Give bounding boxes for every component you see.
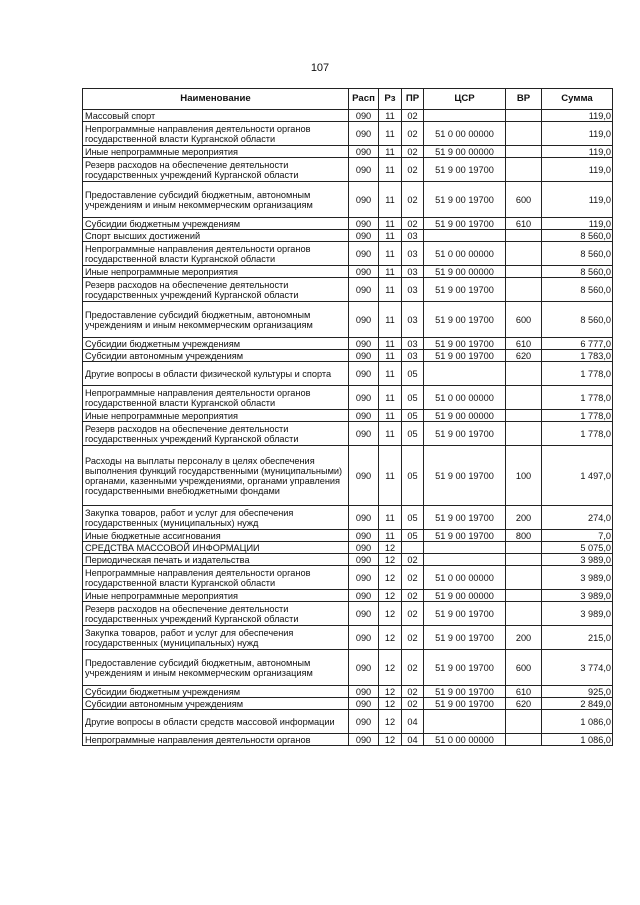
- row-rz: 12: [379, 590, 402, 602]
- row-name: Резерв расходов на обеспечение деятельности государственных учреждений Курганской области: [83, 158, 349, 182]
- table-row: [83, 530, 613, 542]
- row-sum: 3 989,0: [542, 566, 613, 590]
- table-row: [83, 650, 613, 686]
- row-csr: 51 9 00 19700: [424, 422, 506, 446]
- row-rasp: 090: [349, 650, 379, 686]
- row-sum: 3 989,0: [542, 554, 613, 566]
- row-vr: [506, 122, 542, 146]
- row-pr: 02: [402, 698, 424, 710]
- row-vr: 600: [506, 650, 542, 686]
- header-pr: ПР: [402, 89, 424, 110]
- row-name: Непрограммные направления деятельности органов: [83, 734, 349, 746]
- row-csr: 51 0 00 00000: [424, 386, 506, 410]
- row-csr: 51 9 00 19700: [424, 686, 506, 698]
- row-sum: 3 989,0: [542, 602, 613, 626]
- row-name: Непрограммные направления деятельности органов государственной власти Курганской области: [83, 122, 349, 146]
- row-rz: 11: [379, 446, 402, 506]
- row-pr: 02: [402, 686, 424, 698]
- row-rasp: 090: [349, 362, 379, 386]
- row-rz: 12: [379, 650, 402, 686]
- row-sum: 119,0: [542, 182, 613, 218]
- table-row: [83, 350, 613, 362]
- table-header-row: [83, 89, 613, 110]
- row-rz: 12: [379, 698, 402, 710]
- row-rasp: 090: [349, 698, 379, 710]
- row-name: СРЕДСТВА МАССОВОЙ ИНФОРМАЦИИ: [83, 542, 349, 554]
- row-csr: 51 9 00 00000: [424, 146, 506, 158]
- header-vr: ВР: [506, 89, 542, 110]
- row-csr: [424, 554, 506, 566]
- row-csr: 51 9 00 00000: [424, 590, 506, 602]
- table-row: [83, 506, 613, 530]
- row-vr: [506, 266, 542, 278]
- row-name: Иные непрограммные мероприятия: [83, 266, 349, 278]
- table-row: [83, 386, 613, 410]
- row-rz: 11: [379, 218, 402, 230]
- row-name: Непрограммные направления деятельности органов государственной власти Курганской области: [83, 386, 349, 410]
- table-row: [83, 554, 613, 566]
- table-row: [83, 122, 613, 146]
- row-rasp: 090: [349, 422, 379, 446]
- row-rz: 11: [379, 146, 402, 158]
- row-name: Предоставление субсидий бюджетным, автономным учреждениям и иным некоммерческим организациям: [83, 650, 349, 686]
- row-sum: 8 560,0: [542, 278, 613, 302]
- row-sum: 1 497,0: [542, 446, 613, 506]
- table-row: [83, 542, 613, 554]
- row-sum: 119,0: [542, 110, 613, 122]
- row-rz: 11: [379, 350, 402, 362]
- table-row: [83, 146, 613, 158]
- table-row: [83, 686, 613, 698]
- row-rasp: 090: [349, 110, 379, 122]
- row-name: Иные непрограммные мероприятия: [83, 590, 349, 602]
- row-pr: 05: [402, 410, 424, 422]
- row-pr: 02: [402, 158, 424, 182]
- row-vr: 620: [506, 698, 542, 710]
- row-csr: 51 9 00 19700: [424, 182, 506, 218]
- row-pr: 03: [402, 230, 424, 242]
- row-pr: 02: [402, 146, 424, 158]
- row-rasp: 090: [349, 410, 379, 422]
- row-sum: 8 560,0: [542, 230, 613, 242]
- row-rz: 11: [379, 242, 402, 266]
- row-name: Иные непрограммные мероприятия: [83, 410, 349, 422]
- row-sum: 3 774,0: [542, 650, 613, 686]
- row-vr: [506, 734, 542, 746]
- row-vr: [506, 242, 542, 266]
- row-pr: 02: [402, 182, 424, 218]
- row-rz: 11: [379, 422, 402, 446]
- row-pr: 02: [402, 566, 424, 590]
- row-vr: 800: [506, 530, 542, 542]
- row-name: Другие вопросы в области средств массовой информации: [83, 710, 349, 734]
- row-rasp: 090: [349, 626, 379, 650]
- row-pr: 04: [402, 734, 424, 746]
- row-vr: [506, 386, 542, 410]
- row-sum: 119,0: [542, 146, 613, 158]
- row-csr: 51 0 00 00000: [424, 122, 506, 146]
- row-csr: 51 9 00 19700: [424, 350, 506, 362]
- row-rasp: 090: [349, 710, 379, 734]
- row-csr: 51 9 00 19700: [424, 698, 506, 710]
- row-name: Предоставление субсидий бюджетным, автономным учреждениям и иным некоммерческим организациям: [83, 182, 349, 218]
- row-pr: 03: [402, 302, 424, 338]
- row-sum: 1 778,0: [542, 410, 613, 422]
- row-rasp: 090: [349, 302, 379, 338]
- row-vr: [506, 566, 542, 590]
- row-pr: 02: [402, 218, 424, 230]
- row-csr: 51 9 00 19700: [424, 626, 506, 650]
- row-vr: [506, 554, 542, 566]
- row-csr: 51 9 00 00000: [424, 410, 506, 422]
- table-row: [83, 218, 613, 230]
- row-pr: 03: [402, 266, 424, 278]
- table-body: [83, 110, 613, 746]
- row-vr: 100: [506, 446, 542, 506]
- row-vr: 610: [506, 218, 542, 230]
- row-rz: 11: [379, 530, 402, 542]
- table-row: [83, 590, 613, 602]
- row-rz: 11: [379, 410, 402, 422]
- table-row: [83, 446, 613, 506]
- row-sum: 6 777,0: [542, 338, 613, 350]
- row-rasp: 090: [349, 122, 379, 146]
- row-rz: 11: [379, 278, 402, 302]
- row-rz: 11: [379, 182, 402, 218]
- row-rasp: 090: [349, 266, 379, 278]
- row-vr: [506, 410, 542, 422]
- row-csr: 51 9 00 19700: [424, 506, 506, 530]
- row-pr: 03: [402, 338, 424, 350]
- row-rz: 11: [379, 302, 402, 338]
- row-rasp: 090: [349, 338, 379, 350]
- row-csr: [424, 362, 506, 386]
- row-rasp: 090: [349, 506, 379, 530]
- row-csr: 51 9 00 19700: [424, 278, 506, 302]
- table-row: [83, 626, 613, 650]
- row-sum: 1 086,0: [542, 734, 613, 746]
- row-rz: 11: [379, 158, 402, 182]
- row-sum: 1 783,0: [542, 350, 613, 362]
- row-pr: 05: [402, 530, 424, 542]
- row-sum: 925,0: [542, 686, 613, 698]
- row-csr: [424, 230, 506, 242]
- row-sum: 8 560,0: [542, 266, 613, 278]
- table-row: [83, 362, 613, 386]
- row-pr: 03: [402, 350, 424, 362]
- row-pr: 04: [402, 710, 424, 734]
- header-rz: Рз: [379, 89, 402, 110]
- row-sum: 8 560,0: [542, 302, 613, 338]
- row-pr: 02: [402, 650, 424, 686]
- row-sum: 274,0: [542, 506, 613, 530]
- row-rasp: 090: [349, 446, 379, 506]
- table-row: [83, 278, 613, 302]
- row-csr: 51 0 00 00000: [424, 566, 506, 590]
- row-vr: [506, 110, 542, 122]
- row-sum: 2 849,0: [542, 698, 613, 710]
- row-name: Резерв расходов на обеспечение деятельности государственных учреждений Курганской области: [83, 278, 349, 302]
- table-row: [83, 338, 613, 350]
- row-vr: [506, 362, 542, 386]
- table-row: [83, 302, 613, 338]
- row-rasp: 090: [349, 230, 379, 242]
- table-row: [83, 602, 613, 626]
- row-csr: [424, 542, 506, 554]
- row-sum: 1 778,0: [542, 362, 613, 386]
- row-rz: 11: [379, 386, 402, 410]
- row-vr: [506, 422, 542, 446]
- budget-table: [82, 88, 613, 746]
- row-pr: 02: [402, 110, 424, 122]
- row-rz: 12: [379, 626, 402, 650]
- row-vr: [506, 278, 542, 302]
- row-vr: [506, 590, 542, 602]
- row-csr: [424, 110, 506, 122]
- row-rasp: 090: [349, 350, 379, 362]
- row-rasp: 090: [349, 542, 379, 554]
- row-name: Резерв расходов на обеспечение деятельности государственных учреждений Курганской области: [83, 422, 349, 446]
- row-name: Другие вопросы в области физической культуры и спорта: [83, 362, 349, 386]
- row-name: Субсидии автономным учреждениям: [83, 350, 349, 362]
- row-rz: 11: [379, 266, 402, 278]
- row-csr: 51 9 00 19700: [424, 158, 506, 182]
- row-pr: 02: [402, 122, 424, 146]
- row-sum: 119,0: [542, 158, 613, 182]
- row-sum: 215,0: [542, 626, 613, 650]
- row-rz: 12: [379, 602, 402, 626]
- row-rz: 12: [379, 734, 402, 746]
- row-rz: 12: [379, 710, 402, 734]
- row-name: Периодическая печать и издательства: [83, 554, 349, 566]
- row-vr: 200: [506, 626, 542, 650]
- row-csr: 51 0 00 00000: [424, 242, 506, 266]
- row-name: Спорт высших достижений: [83, 230, 349, 242]
- table-row: [83, 182, 613, 218]
- row-vr: 620: [506, 350, 542, 362]
- row-rz: 12: [379, 686, 402, 698]
- row-pr: 05: [402, 362, 424, 386]
- row-sum: 1 778,0: [542, 386, 613, 410]
- row-rasp: 090: [349, 590, 379, 602]
- row-rasp: 090: [349, 278, 379, 302]
- row-pr: 02: [402, 626, 424, 650]
- row-csr: 51 9 00 19700: [424, 338, 506, 350]
- table-row: [83, 422, 613, 446]
- row-rz: 11: [379, 230, 402, 242]
- row-rz: 11: [379, 110, 402, 122]
- row-rasp: 090: [349, 602, 379, 626]
- row-rasp: 090: [349, 218, 379, 230]
- row-rasp: 090: [349, 566, 379, 590]
- row-csr: 51 0 00 00000: [424, 734, 506, 746]
- row-name: Субсидии бюджетным учреждениям: [83, 338, 349, 350]
- row-pr: 03: [402, 242, 424, 266]
- row-rz: 11: [379, 338, 402, 350]
- table-row: [83, 266, 613, 278]
- row-sum: 3 989,0: [542, 590, 613, 602]
- row-rasp: 090: [349, 734, 379, 746]
- row-csr: 51 9 00 19700: [424, 446, 506, 506]
- row-vr: [506, 542, 542, 554]
- row-vr: [506, 230, 542, 242]
- row-name: Иные непрограммные мероприятия: [83, 146, 349, 158]
- table-row: [83, 158, 613, 182]
- row-csr: 51 9 00 19700: [424, 302, 506, 338]
- row-pr: 05: [402, 506, 424, 530]
- row-name: Предоставление субсидий бюджетным, автономным учреждениям и иным некоммерческим организациям: [83, 302, 349, 338]
- row-rz: 12: [379, 566, 402, 590]
- row-vr: 610: [506, 686, 542, 698]
- row-sum: 1 778,0: [542, 422, 613, 446]
- row-rasp: 090: [349, 686, 379, 698]
- header-csr: ЦСР: [424, 89, 506, 110]
- row-pr: [402, 542, 424, 554]
- row-sum: 1 086,0: [542, 710, 613, 734]
- row-rasp: 090: [349, 182, 379, 218]
- row-rasp: 090: [349, 386, 379, 410]
- row-rz: 11: [379, 506, 402, 530]
- row-pr: 05: [402, 422, 424, 446]
- row-csr: 51 9 00 19700: [424, 218, 506, 230]
- row-vr: [506, 158, 542, 182]
- row-vr: [506, 602, 542, 626]
- row-rasp: 090: [349, 530, 379, 542]
- row-sum: 119,0: [542, 218, 613, 230]
- row-pr: 03: [402, 278, 424, 302]
- row-csr: 51 9 00 00000: [424, 266, 506, 278]
- header-name: Наименование: [83, 89, 349, 110]
- row-pr: 02: [402, 602, 424, 626]
- row-pr: 05: [402, 386, 424, 410]
- table-row: [83, 698, 613, 710]
- table-row: [83, 734, 613, 746]
- row-name: Субсидии бюджетным учреждениям: [83, 218, 349, 230]
- table-row: [83, 566, 613, 590]
- row-vr: 600: [506, 182, 542, 218]
- row-sum: 5 075,0: [542, 542, 613, 554]
- row-name: Резерв расходов на обеспечение деятельности государственных учреждений Курганской области: [83, 602, 349, 626]
- page-number: 107: [310, 62, 330, 74]
- row-pr: 02: [402, 554, 424, 566]
- row-sum: 7,0: [542, 530, 613, 542]
- row-rasp: 090: [349, 146, 379, 158]
- row-vr: [506, 146, 542, 158]
- table-row: [83, 230, 613, 242]
- table-row: [83, 242, 613, 266]
- row-rz: 12: [379, 554, 402, 566]
- row-pr: 05: [402, 446, 424, 506]
- row-sum: 8 560,0: [542, 242, 613, 266]
- row-name: Субсидии автономным учреждениям: [83, 698, 349, 710]
- row-csr: 51 9 00 19700: [424, 530, 506, 542]
- row-name: Непрограммные направления деятельности органов государственной власти Курганской области: [83, 242, 349, 266]
- row-vr: 610: [506, 338, 542, 350]
- row-name: Иные бюджетные ассигнования: [83, 530, 349, 542]
- row-rasp: 090: [349, 554, 379, 566]
- row-name: Массовый спорт: [83, 110, 349, 122]
- row-pr: 02: [402, 590, 424, 602]
- row-rz: 11: [379, 122, 402, 146]
- header-sum: Сумма: [542, 89, 613, 110]
- row-sum: 119,0: [542, 122, 613, 146]
- row-csr: [424, 710, 506, 734]
- table-row: [83, 710, 613, 734]
- row-rasp: 090: [349, 242, 379, 266]
- table-row: [83, 410, 613, 422]
- row-csr: 51 9 00 19700: [424, 650, 506, 686]
- row-name: Закупка товаров, работ и услуг для обеспечения государственных (муниципальных) нужд: [83, 506, 349, 530]
- row-rz: 11: [379, 362, 402, 386]
- row-name: Непрограммные направления деятельности органов государственной власти Курганской области: [83, 566, 349, 590]
- row-rasp: 090: [349, 158, 379, 182]
- row-csr: 51 9 00 19700: [424, 602, 506, 626]
- header-rasp: Расп: [349, 89, 379, 110]
- table-row: [83, 110, 613, 122]
- row-vr: [506, 710, 542, 734]
- row-name: Закупка товаров, работ и услуг для обеспечения государственных (муниципальных) нужд: [83, 626, 349, 650]
- row-name: Расходы на выплаты персоналу в целях обеспечения выполнения функций государственными (муниципальными) органами, казенными учреждениями, органами управления государственными внебюджетными фондами: [83, 446, 349, 506]
- row-name: Субсидии бюджетным учреждениям: [83, 686, 349, 698]
- row-vr: 200: [506, 506, 542, 530]
- row-vr: 600: [506, 302, 542, 338]
- row-rz: 12: [379, 542, 402, 554]
